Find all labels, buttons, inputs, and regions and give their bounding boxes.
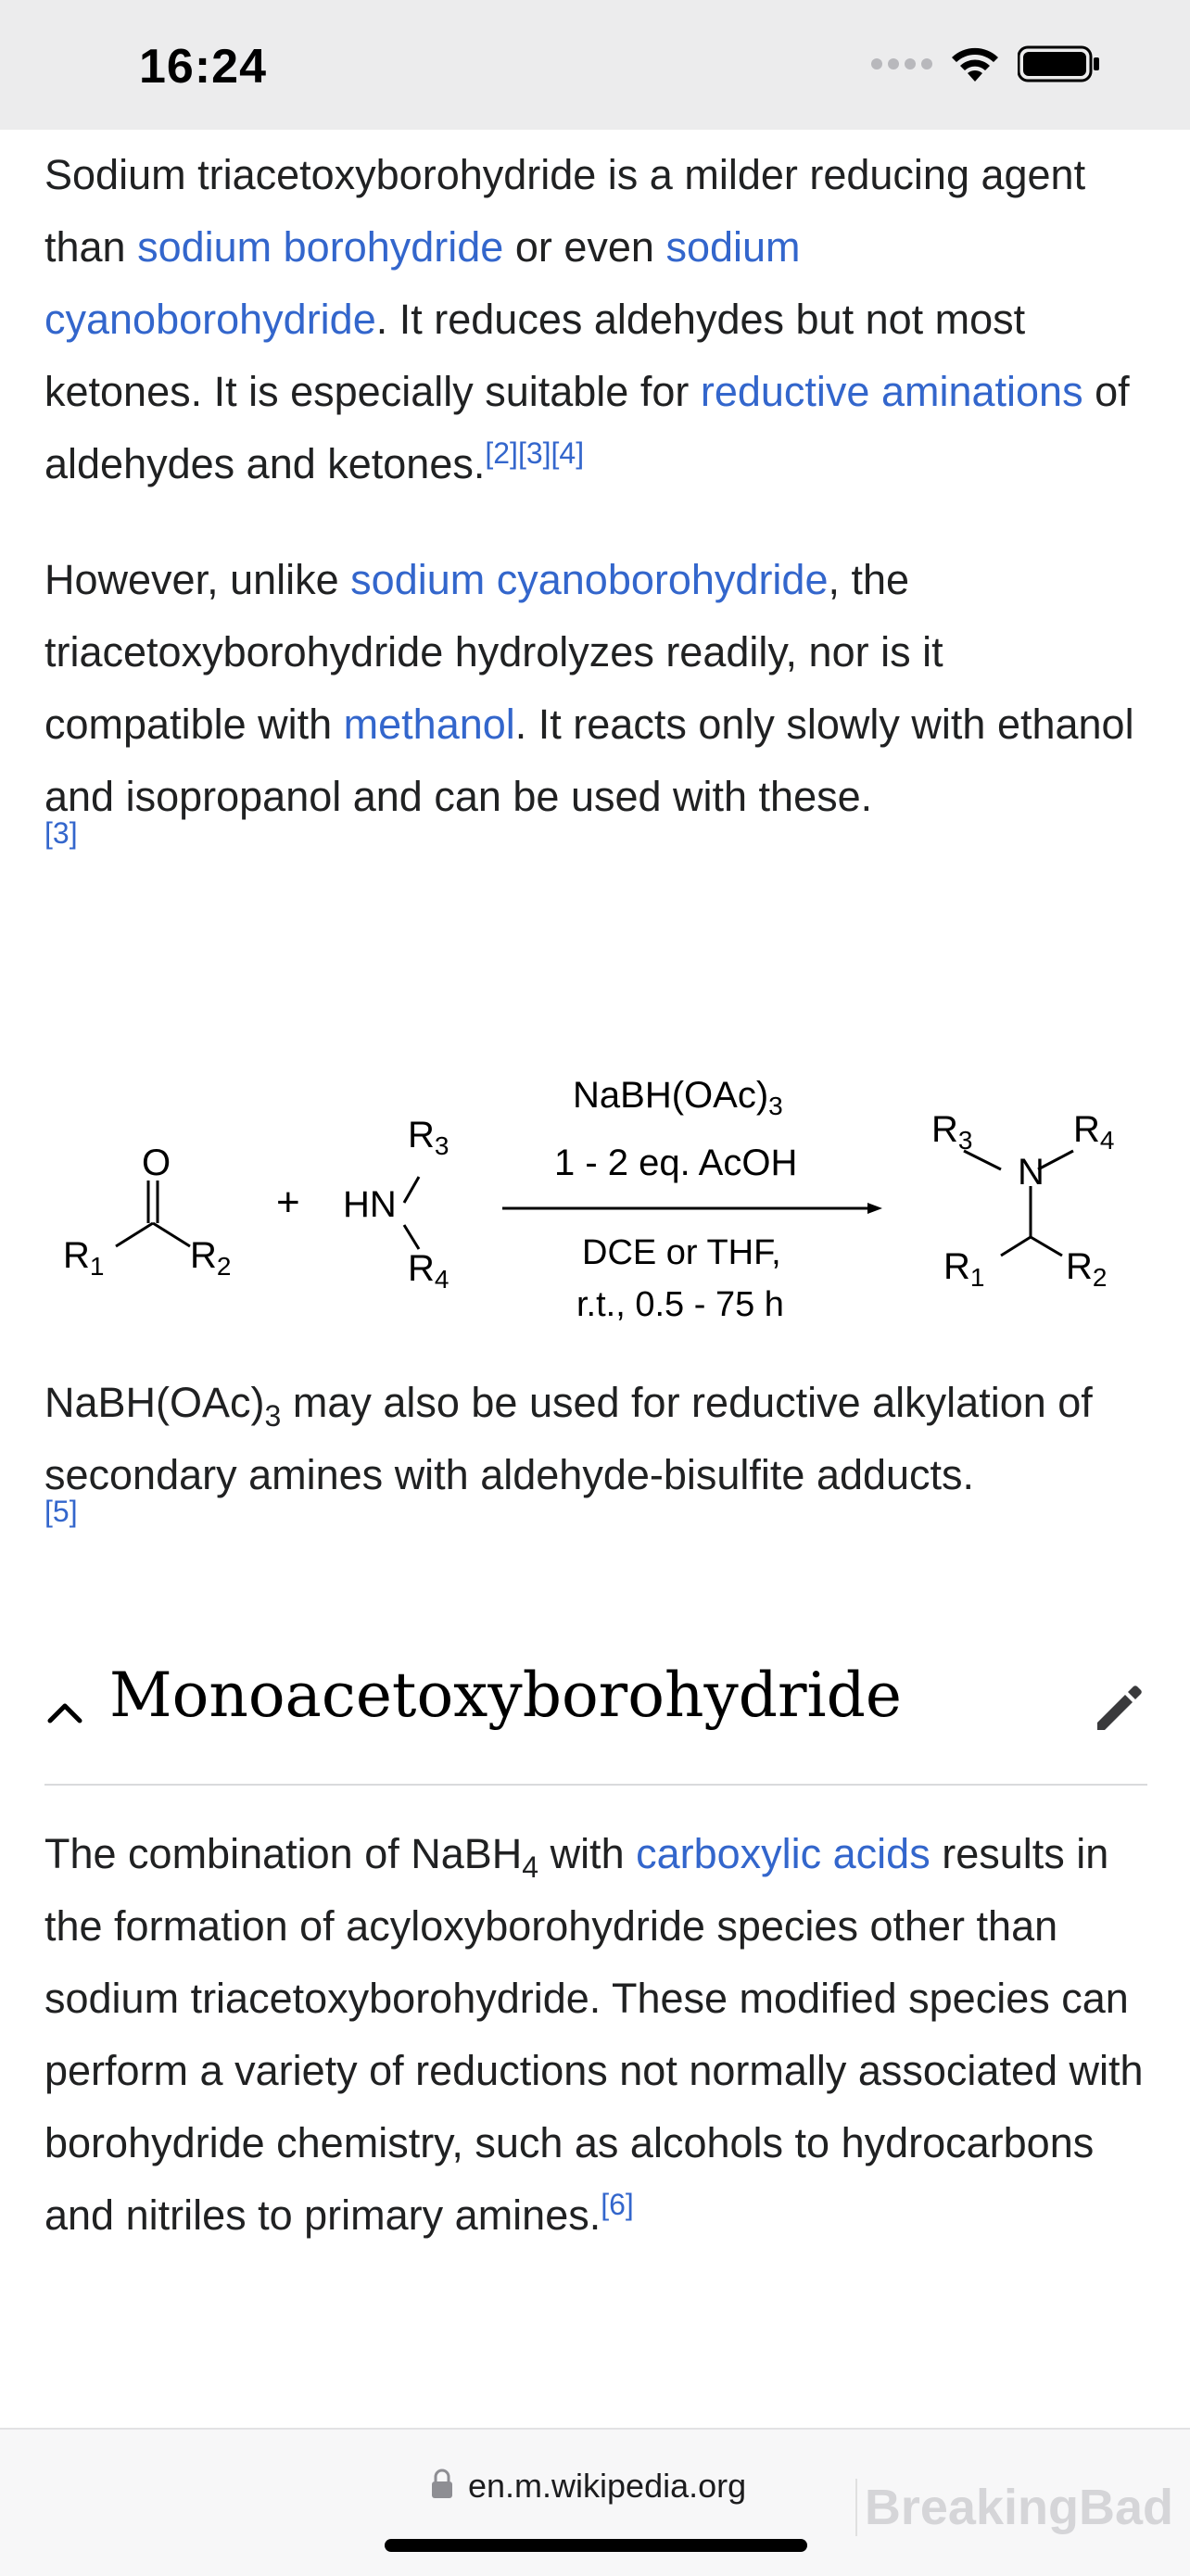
text: may also be used for reductive alkylation of secondary amines with aldehyde-bisulfite adducts.	[44, 1379, 1093, 1498]
text: , the triacetoxyborohydride hydrolyzes readily, nor is it compatible with	[44, 556, 943, 748]
status-icons	[871, 44, 1101, 83]
text: NaBH(OAc)	[44, 1379, 265, 1426]
r1-label: $R_1$	[63, 1235, 105, 1281]
article-content-3	[44, 1818, 1147, 2252]
link-carboxylic-acids[interactable]: carboxylic acids	[636, 1830, 930, 1877]
battery-icon	[1018, 45, 1101, 82]
citation-5[interactable]: [5]	[44, 1495, 78, 1528]
product-r2-label: $R_2$	[1066, 1246, 1108, 1292]
paragraph-2	[44, 544, 1147, 905]
wifi-icon	[949, 44, 1001, 83]
solvent-label: DCE or THF,	[582, 1233, 781, 1272]
r3-label: $R_3$	[408, 1115, 449, 1160]
text: with	[538, 1830, 637, 1877]
citation-6[interactable]: [6]	[601, 2188, 634, 2221]
reaction-scheme	[37, 1066, 1149, 1344]
article-content-2	[44, 1367, 1147, 1584]
plus-sign: +	[276, 1180, 300, 1225]
product-r1-label: $R_1$	[943, 1246, 985, 1292]
subscript: 4	[522, 1850, 539, 1884]
text: . It reduces aldehydes but not most ketones. It is especially suitable for	[44, 296, 1026, 415]
status-bar	[0, 0, 1190, 130]
url-text[interactable]: en.m.wikipedia.org	[468, 2467, 747, 2505]
signal-icon	[871, 58, 932, 69]
text: Sodium triacetoxyborohydride is a milder reducing agent than	[44, 151, 1086, 271]
conditions-label: r.t., 0.5 - 75 h	[576, 1285, 784, 1324]
carbonyl-oxygen-label: O	[142, 1143, 171, 1183]
text: The combination of NaBH	[44, 1830, 523, 1877]
hn-label: HN	[343, 1184, 397, 1225]
r2-label: $R_2$	[190, 1235, 232, 1281]
section-heading-monoacetoxyborohydride[interactable]	[44, 1654, 1147, 1786]
watermark: BreakingBad	[855, 2479, 1173, 2536]
text: results in the formation of acyloxyborohydride species other than sodium triacetoxyborohydride. These modified species can perform a variety of reductions not normally associated with borohydride chemistry, such as alcohols to hydrocarbons and nitriles to primary amines.	[44, 1830, 1144, 2239]
text: or even	[503, 223, 666, 271]
paragraph-1	[44, 139, 1147, 500]
product-r4-label: $R_4$	[1073, 1109, 1115, 1155]
r4-label: $R_4$	[408, 1248, 449, 1294]
link-sodium-cyanoborohydride-2[interactable]: sodium cyanoborohydride	[350, 556, 829, 603]
link-methanol[interactable]: methanol	[343, 701, 515, 748]
reagent-label: $NaBH(OAc)_3$	[573, 1075, 783, 1120]
text: . It reacts only slowly with ethanol and isopropanol and can be used with these.	[44, 701, 1134, 820]
link-reductive-aminations[interactable]: reductive aminations	[700, 368, 1083, 415]
equivalents-label: 1 - 2 eq. AcOH	[554, 1143, 798, 1183]
article-content	[44, 139, 1147, 905]
pencil-edit-icon[interactable]	[1090, 1680, 1147, 1737]
text: of aldehydes and ketones.	[44, 368, 1130, 487]
product-n-label: N	[1018, 1152, 1044, 1193]
citation-3[interactable]: [3]	[44, 816, 78, 850]
text: However, unlike	[44, 556, 351, 603]
home-indicator[interactable]	[385, 2539, 807, 2552]
product-r3-label: $R_3$	[931, 1109, 973, 1155]
paragraph-3	[44, 1367, 1147, 1584]
link-sodium-borohydride[interactable]: sodium borohydride	[137, 223, 504, 271]
carbonyl-reactant	[116, 1181, 190, 1246]
status-time: 16:24	[139, 40, 267, 94]
link-sodium-cyanoborohydride[interactable]: sodium cyanoborohydride	[44, 223, 801, 343]
section-title: Monoacetoxyborohydride	[109, 1660, 902, 1731]
lock-icon	[430, 2469, 454, 2500]
amine-reactant	[404, 1177, 419, 1249]
chevron-up-icon[interactable]	[44, 1691, 85, 1732]
subscript: 3	[264, 1399, 282, 1433]
paragraph-4	[44, 1818, 1147, 2252]
citation-2-3-4[interactable]: [2][3][4]	[485, 436, 585, 470]
reaction-arrow-head	[867, 1203, 882, 1214]
